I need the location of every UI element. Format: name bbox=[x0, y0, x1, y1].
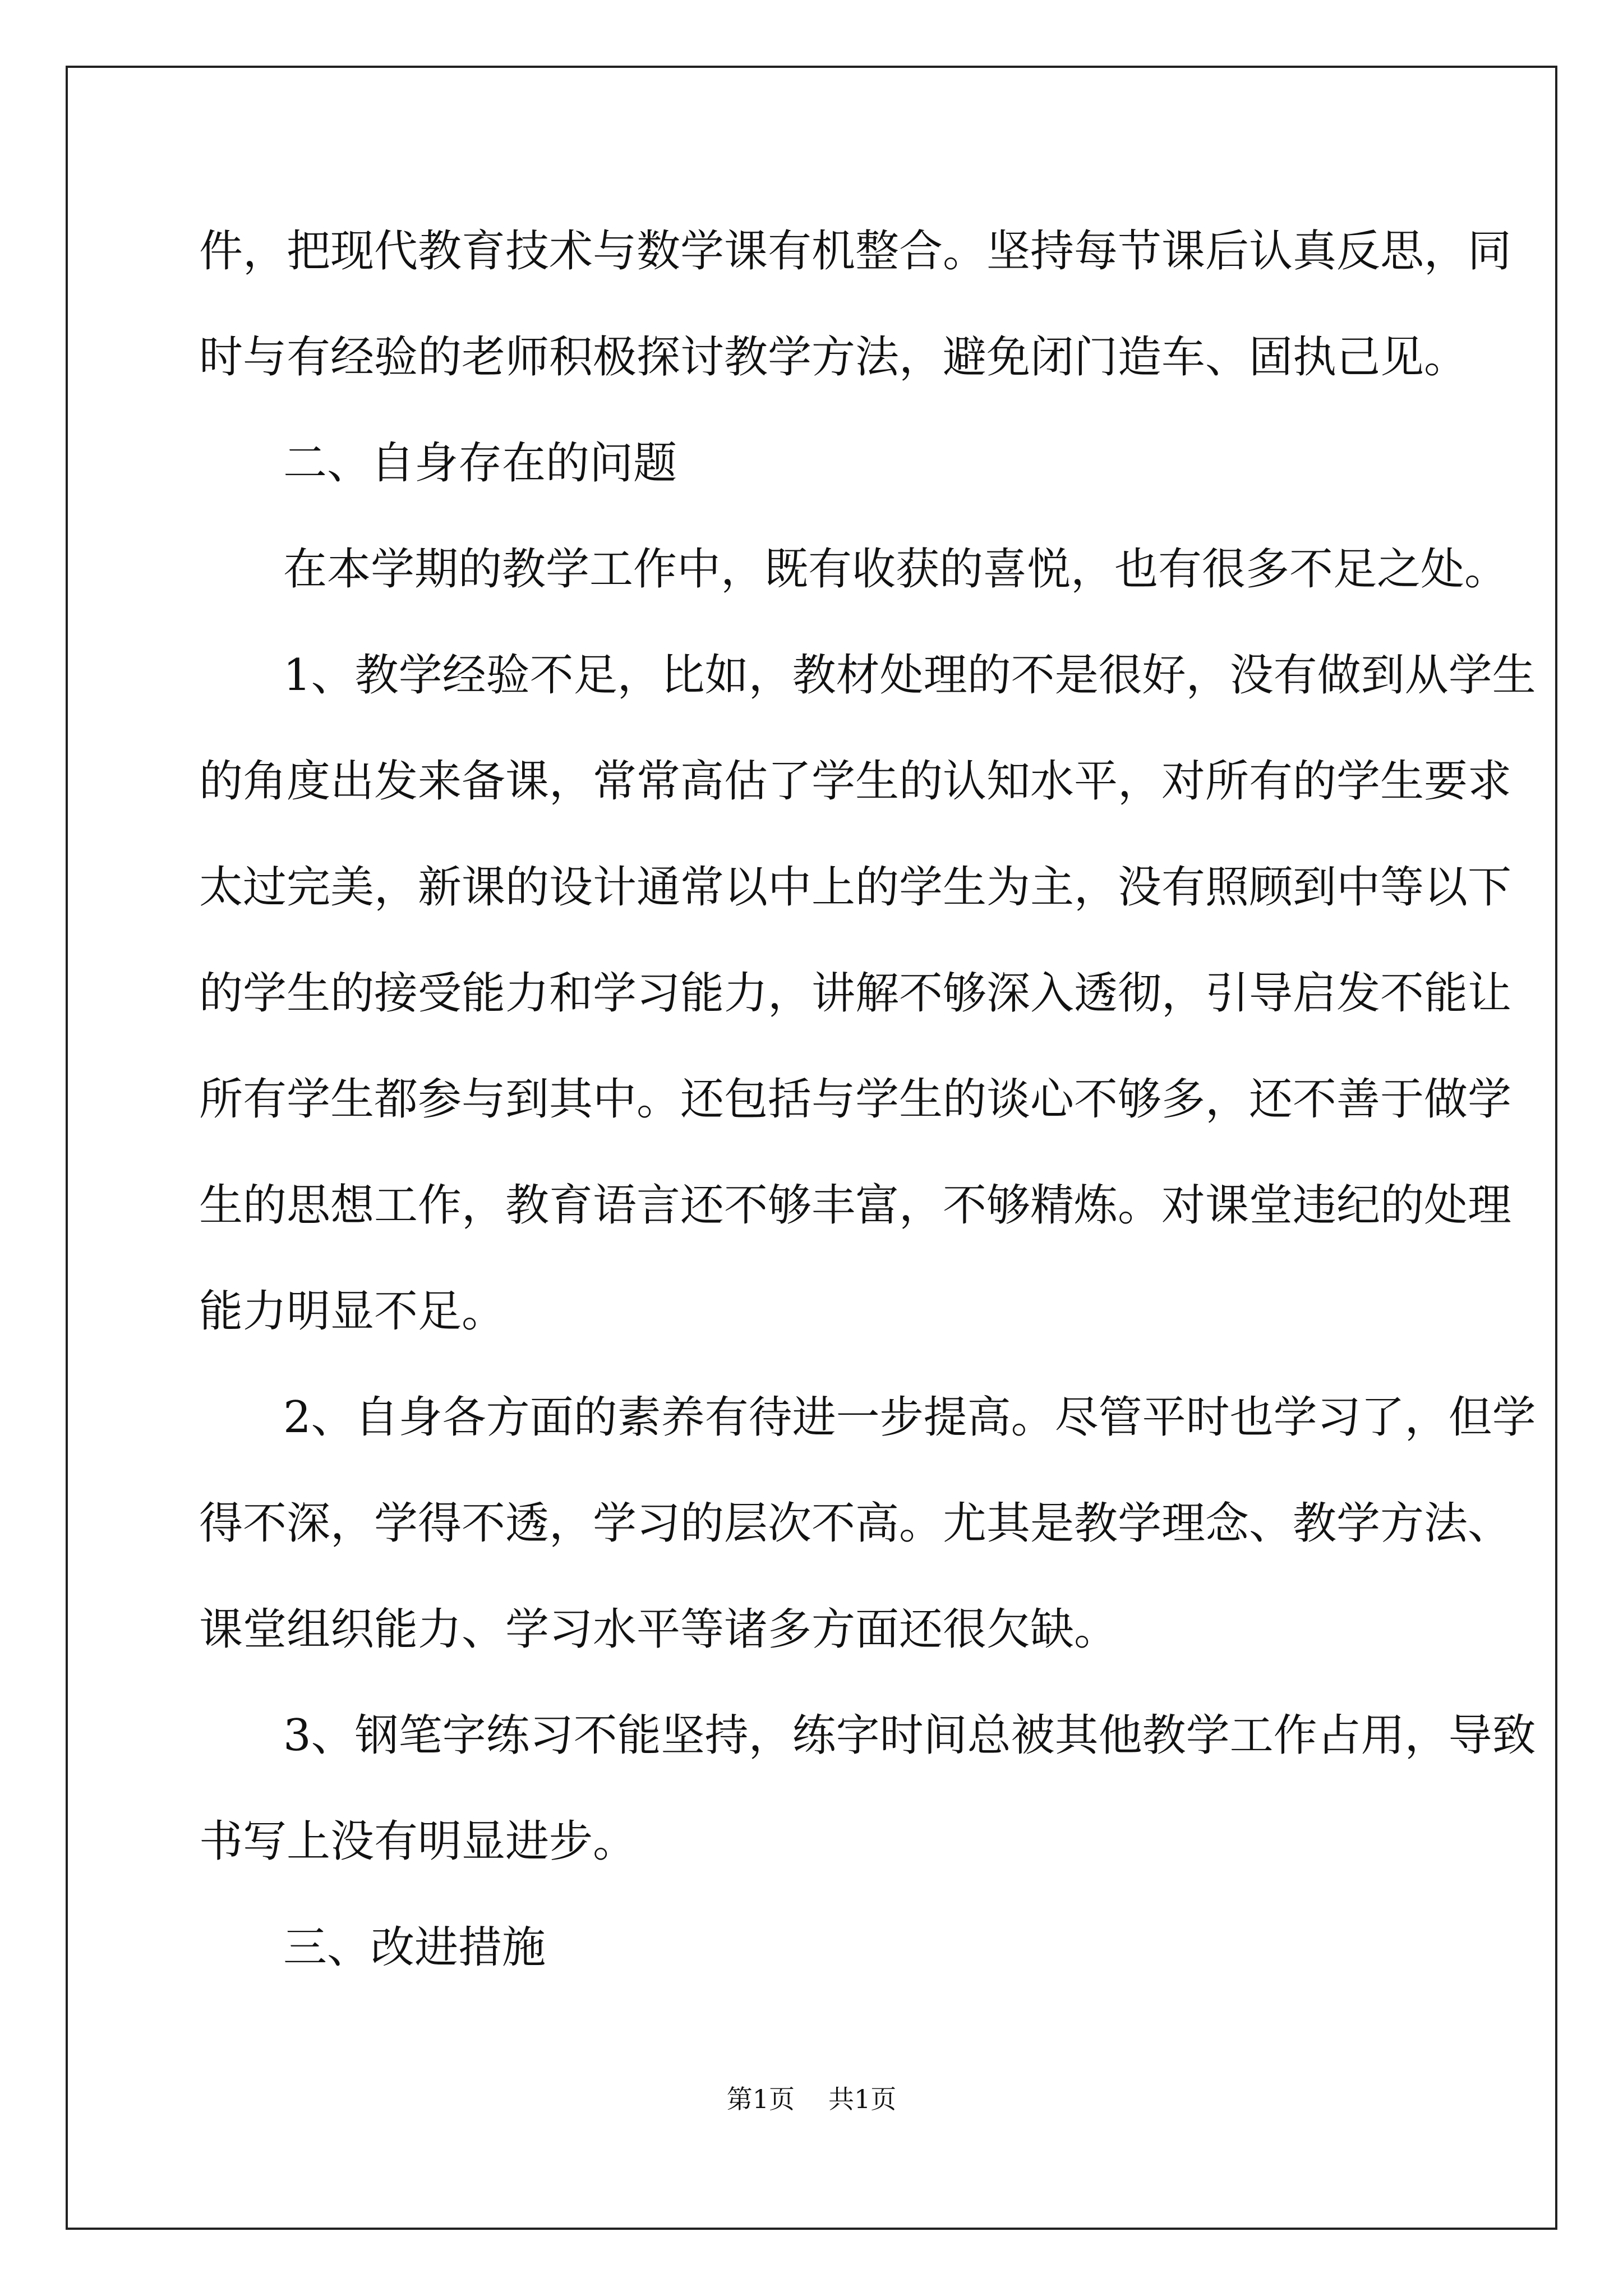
text-line: 1、教学经验不足，比如，教材处理的不是很好，没有做到从学生 bbox=[283, 650, 1536, 701]
text-line: 书写上没有明显进步。 bbox=[199, 1816, 637, 1867]
text-line: 时与有经验的老师积极探讨教学方法，避免闭门造车、固执己见。 bbox=[199, 332, 1468, 383]
text-line: 得不深，学得不透，学习的层次不高。尤其是教学理念、教学方法、 bbox=[199, 1498, 1512, 1549]
text-line: 能力明显不足。 bbox=[199, 1286, 506, 1337]
text-line: 件，把现代教育技术与数学课有机整合。坚持每节课后认真反思，同 bbox=[199, 226, 1512, 277]
text-line: 的学生的接受能力和学习能力，讲解不够深入透彻，引导启发不能让 bbox=[199, 968, 1512, 1019]
text-line: 课堂组织能力、学习水平等诸多方面还很欠缺。 bbox=[199, 1604, 1118, 1655]
text-line: 生的思想工作，教育语言还不够丰富，不够精炼。对课堂违纪的处理 bbox=[199, 1180, 1512, 1231]
section-heading: 三、改进措施 bbox=[283, 1922, 546, 1973]
text-line: 2、自身各方面的素养有待进一步提高。尽管平时也学习了，但学 bbox=[283, 1392, 1536, 1443]
text-line: 的角度出发来备课，常常高估了学生的认知水平，对所有的学生要求 bbox=[199, 756, 1512, 807]
text-line: 太过完美，新课的设计通常以中上的学生为主，没有照顾到中等以下 bbox=[199, 862, 1512, 913]
document-body bbox=[199, 218, 1536, 2020]
section-heading: 二、自身存在的问题 bbox=[283, 438, 677, 489]
text-line: 在本学期的教学工作中，既有收获的喜悦，也有很多不足之处。 bbox=[283, 544, 1509, 595]
text-line: 3、钢笔字练习不能坚持，练字时间总被其他教学工作占用，导致 bbox=[283, 1710, 1536, 1761]
page-footer bbox=[0, 2082, 1623, 2116]
page-number: 第1页 bbox=[726, 2084, 795, 2114]
page-total: 共1页 bbox=[828, 2084, 897, 2114]
text-line: 所有学生都参与到其中。还包括与学生的谈心不够多，还不善于做学 bbox=[199, 1074, 1512, 1125]
